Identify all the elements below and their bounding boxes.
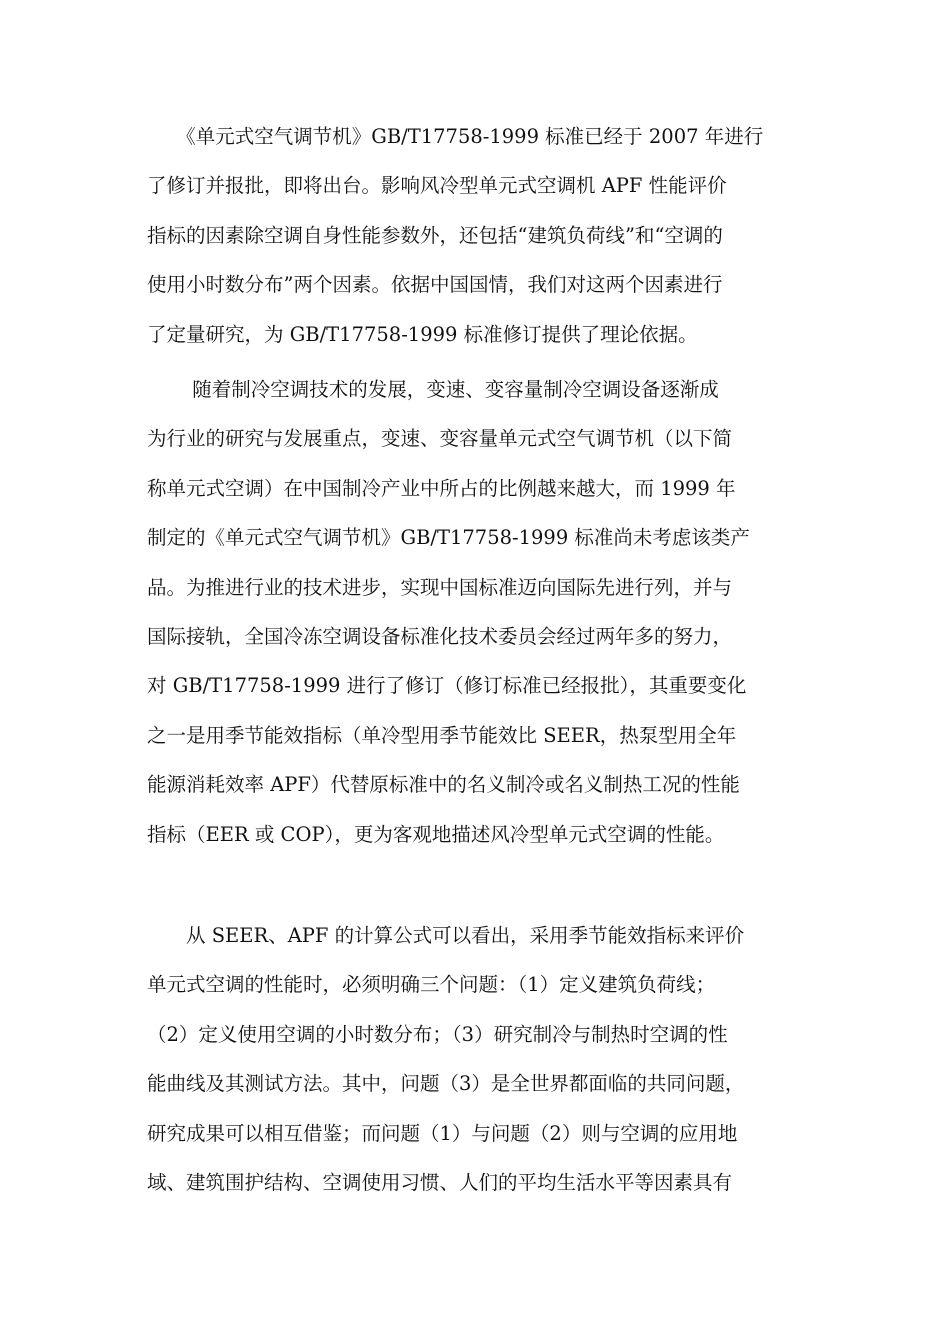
paragraph-intro xyxy=(147,112,807,359)
paragraph-problems xyxy=(147,911,807,1207)
text-line: 能曲线及其测试方法。其中，问题（3）是全世界都面临的共同问题， xyxy=(147,1072,745,1096)
text-line: 制定的《单元式空气调节机》GB/T17758-1999 标准尚未考虑该类产 xyxy=(147,526,750,550)
text-line: 从 SEER、APF 的计算公式可以看出，采用季节能效指标来评价 xyxy=(147,924,745,947)
text-line: 之一是用季节能效指标（单冷型用季节能效比 SEER，热泵型用全年 xyxy=(147,723,737,747)
text-line: 能源消耗效率 APF）代替原标准中的名义制冷或名义制热工况的性能 xyxy=(147,773,740,797)
text-line: 了定量研究，为 GB/T17758-1999 标准修订提供了理论依据。 xyxy=(147,322,698,346)
text-line: 随着制冷空调技术的发展，变速、变容量制冷空调设备逐渐成 xyxy=(147,378,719,401)
text-line: 单元式空调的性能时，必须明确三个问题：（1）定义建筑负荷线； xyxy=(147,973,716,997)
text-line: 指标（EER 或 COP），更为客观地描述风冷型单元式空调的性能。 xyxy=(147,822,725,846)
text-line: 了修订并报批，即将出台。影响风冷型单元式空调机 APF 性能评价 xyxy=(147,174,727,198)
text-line: 为行业的研究与发展重点，变速、变容量单元式空气调节机（以下简 xyxy=(147,427,733,451)
text-line: 使用小时数分布”两个因素。依据中国国情，我们对这两个因素进行 xyxy=(147,273,723,297)
text-line: 域、建筑围护结构、空调使用习惯、人们的平均生活水平等因素具有 xyxy=(147,1170,733,1194)
text-line: 品。为推进行业的技术进步，实现中国标准迈向国际先进行列，并与 xyxy=(147,575,733,599)
text-line: 国际接轨，全国冷冻空调设备标准化技术委员会经过两年多的努力， xyxy=(147,624,733,648)
paragraph-background xyxy=(147,365,807,859)
text-line: （2）定义使用空调的小时数分布；（3）研究制冷与制热时空调的性 xyxy=(147,1022,728,1046)
text-line: 称单元式空调）在中国制冷产业中所占的比例越来越大，而 1999 年 xyxy=(147,476,736,500)
text-line: 对 GB/T17758-1999 进行了修订（修订标准已经报批），其重要变化 xyxy=(147,674,747,698)
text-line: 指标的因素除空调自身性能参数外，还包括“建筑负荷线”和“空调的 xyxy=(147,223,723,247)
text-line: 研究成果可以相互借鉴；而问题（1）与问题（2）则与空调的应用地 xyxy=(147,1121,738,1145)
text-line: 《单元式空气调节机》GB/T17758-1999 标准已经于 2007 年进行 xyxy=(147,125,764,148)
